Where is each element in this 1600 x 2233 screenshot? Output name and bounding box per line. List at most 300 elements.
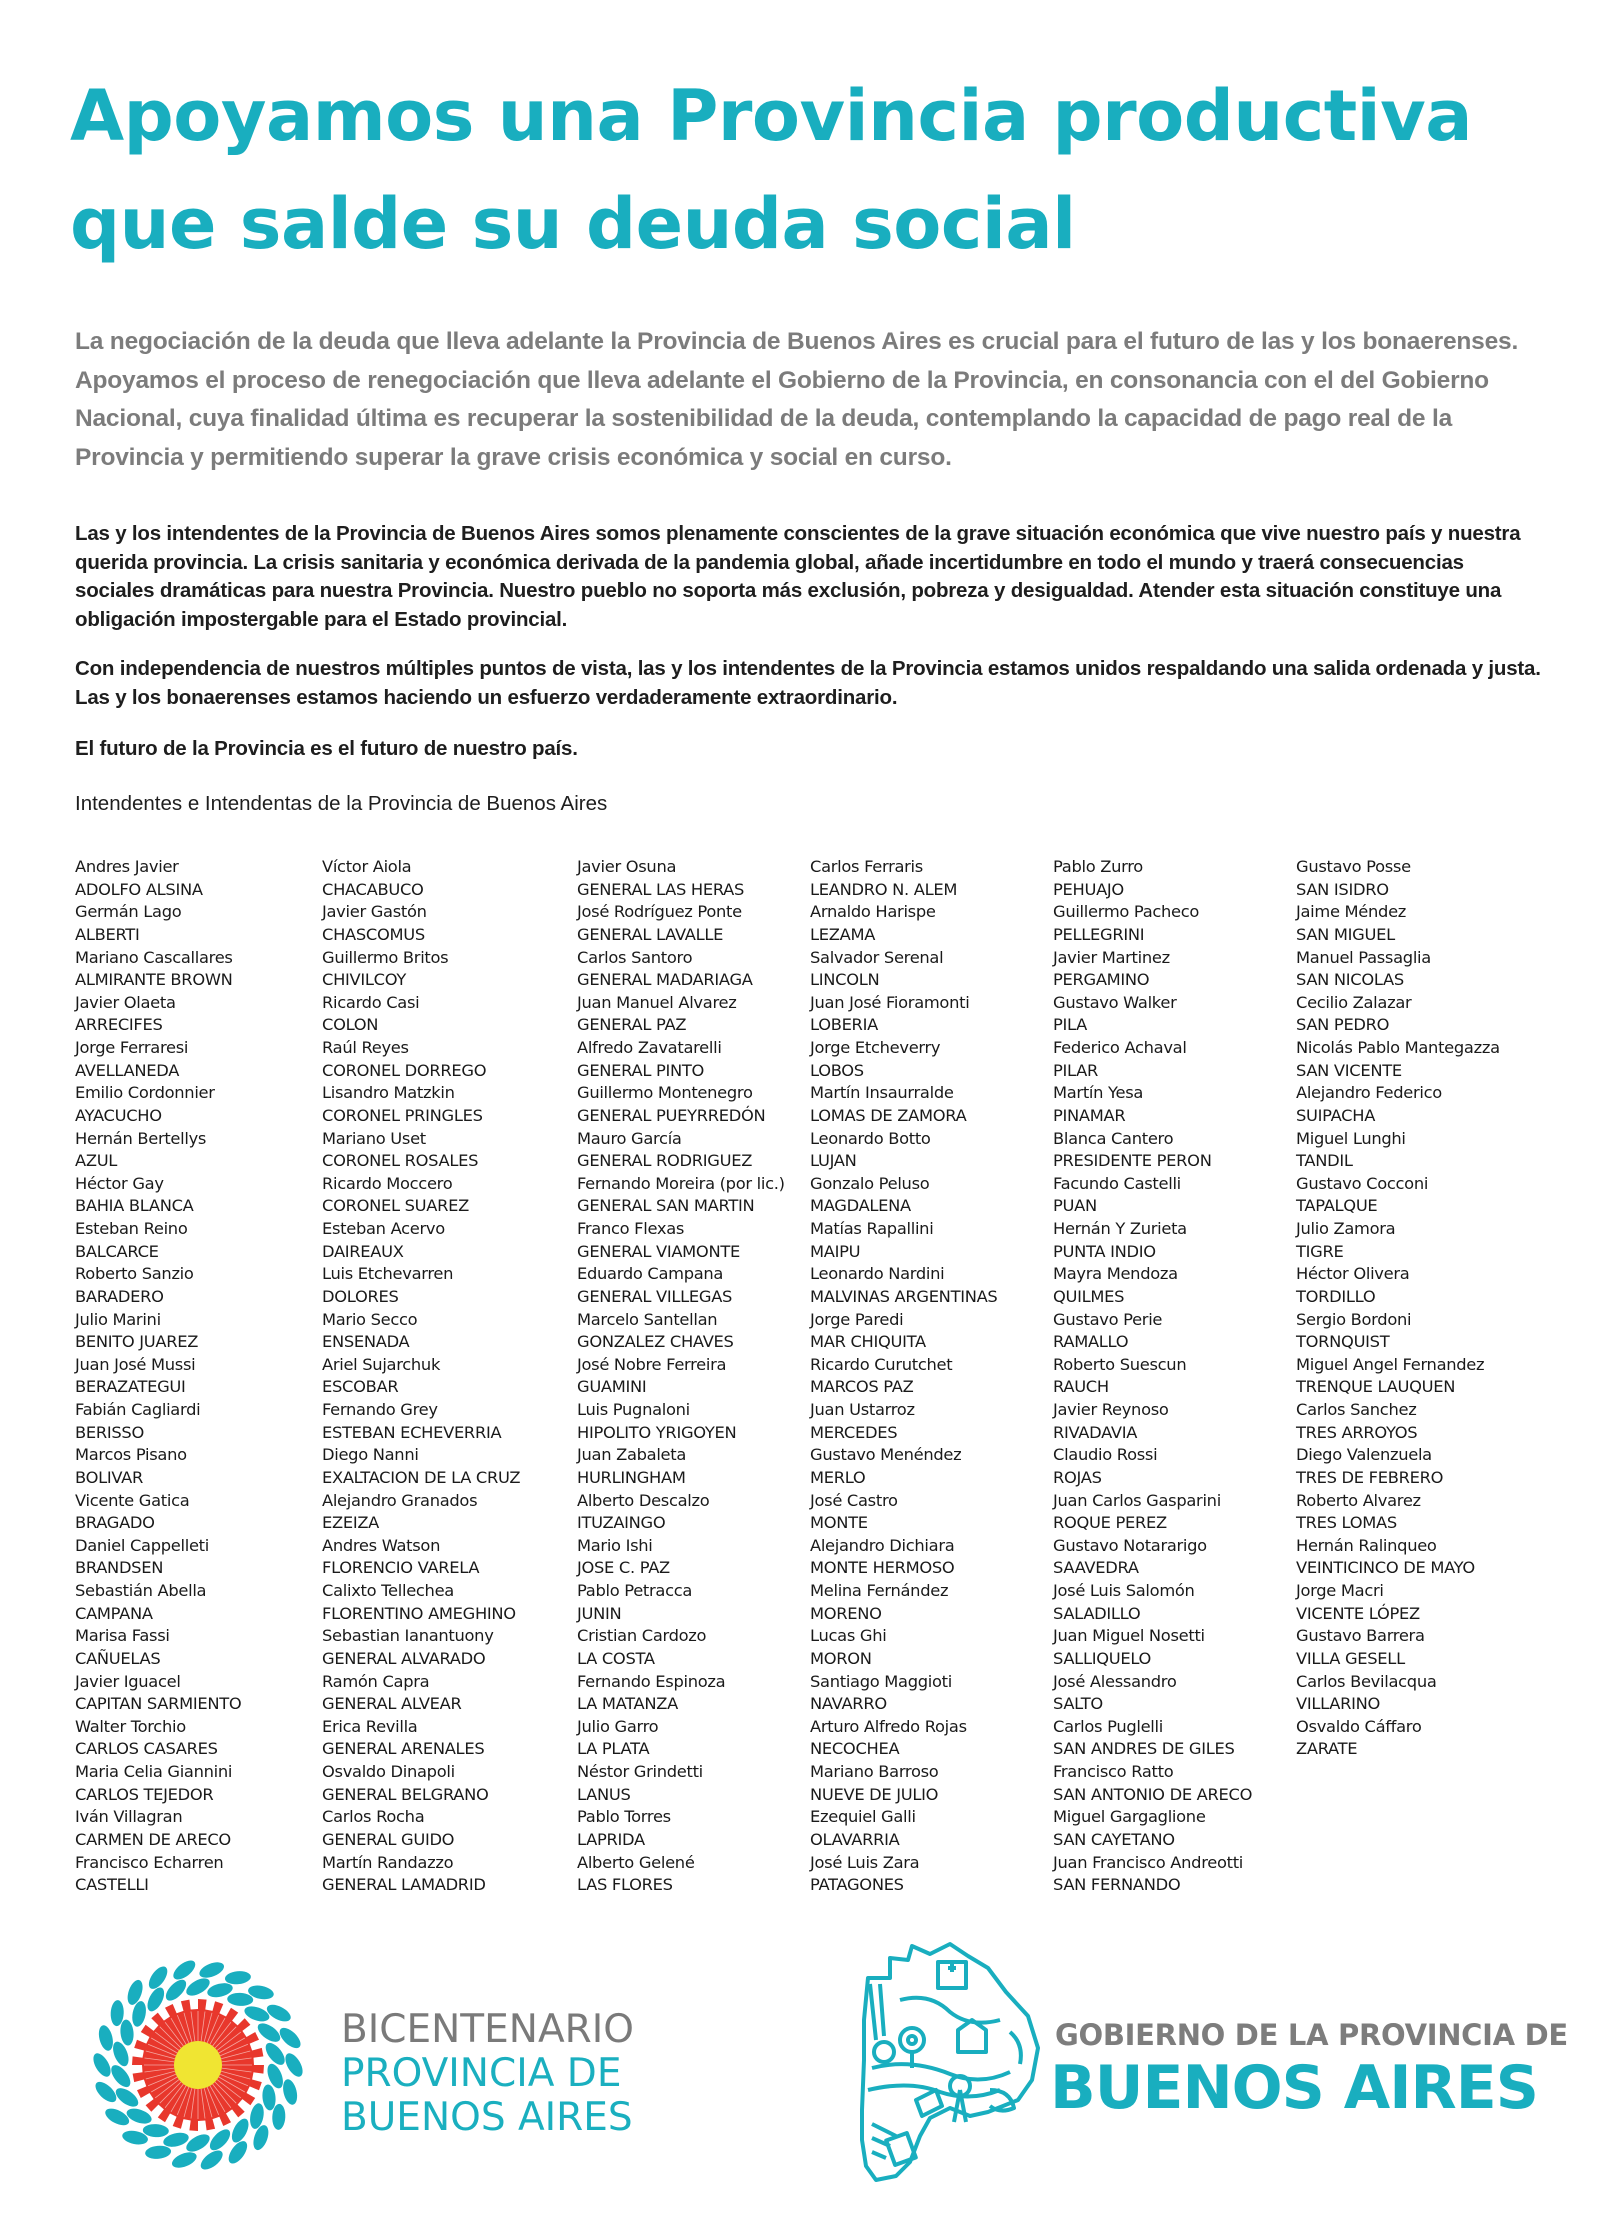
signatory-municipality: ROQUE PEREZ [1053, 1513, 1167, 1533]
signatory-municipality: PEHUAJO [1053, 879, 1124, 899]
signatory-name: Claudio Rossi [1053, 1445, 1158, 1465]
signatory-name: Diego Nanni [322, 1445, 419, 1465]
signatory-municipality: SAN ANDRES DE GILES [1053, 1739, 1235, 1759]
signatory-municipality: GENERAL GUIDO [322, 1829, 455, 1849]
signatory-name: Eduardo Campana [577, 1264, 724, 1284]
signatory-name: Emilio Cordonnier [75, 1083, 215, 1103]
signatory-name: Juan Manuel Alvarez [577, 992, 737, 1012]
signatory-municipality: SAN ANTONIO DE ARECO [1053, 1784, 1253, 1804]
emblem-leaf [170, 1957, 198, 1983]
signatory-name: Lucas Ghi [810, 1626, 887, 1646]
emblem-leaf [144, 1985, 167, 2014]
signatory-municipality: ARRECIFES [75, 1015, 163, 1035]
signatory-municipality: MORON [810, 1648, 872, 1668]
signatory-name: Vicente Gatica [75, 1490, 190, 1510]
signatory-name: Juan Ustarroz [810, 1400, 915, 1419]
signatory-name: Julio Marini [75, 1309, 161, 1329]
signatory-municipality: MONTE [810, 1513, 868, 1533]
signatory-municipality: LOBOS [810, 1060, 864, 1080]
body-paragraph-2: Con independencia de nuestros múltiples puntos de vista, las y los intendentes de la Provincia estamos unidos respaldando una salida ordenada y justa. Las y los bonaerenses estamos haciendo un esfuerzo verdaderamente extraordinario. [75, 657, 1541, 709]
signatory-municipality: ESCOBAR [322, 1377, 399, 1397]
emblem-leaf [145, 2145, 172, 2160]
signatory-name: Maria Celia Giannini [75, 1762, 233, 1781]
signatory-municipality: FLORENCIO VARELA [322, 1558, 480, 1578]
emblem-leaf [145, 1963, 171, 1992]
signatory-name: Ramón Capra [322, 1671, 430, 1691]
signatory-name: Guillermo Britos [322, 947, 449, 967]
signatory-municipality: GENERAL LAMADRID [322, 1875, 486, 1895]
title-line-2: que salde su deuda social [70, 183, 1076, 265]
signatory-name: Gustavo Barrera [1296, 1626, 1425, 1646]
signatories-list [0, 856, 1600, 1916]
signatory-municipality: CHACABUCO [322, 879, 424, 899]
signatory-municipality: CAPITAN SARMIENTO [75, 1694, 242, 1714]
bicentenario-line-2: PROVINCIA DE [341, 2051, 622, 2096]
signatory-name: Mauro García [577, 1128, 682, 1148]
signatory-name: José Luis Salomón [1053, 1581, 1195, 1600]
signatory-municipality: SUIPACHA [1296, 1105, 1376, 1125]
signatory-municipality: PUAN [1053, 1196, 1097, 1216]
signatory-name: Héctor Olivera [1296, 1264, 1410, 1284]
signatory-municipality: NECOCHEA [810, 1739, 900, 1759]
signatory-municipality: TRENQUE LAUQUEN [1296, 1377, 1456, 1397]
signatory-municipality: ENSENADA [322, 1332, 410, 1352]
signatory-municipality: HURLINGHAM [577, 1467, 686, 1487]
signatory-municipality: LUJAN [810, 1151, 857, 1171]
signatory-municipality: SAN CAYETANO [1053, 1829, 1175, 1849]
signatory-municipality: TRES DE FEBRERO [1296, 1467, 1444, 1487]
signatory-name: José Nobre Ferreira [577, 1354, 727, 1374]
signatory-municipality: FLORENTINO AMEGHINO [322, 1603, 516, 1623]
signatory-municipality: SALADILLO [1053, 1603, 1141, 1623]
signatory-name: Javier Gastón [322, 902, 427, 922]
signatory-municipality: TIGRE [1296, 1241, 1344, 1261]
signatory-name: Julio Garro [577, 1716, 659, 1736]
emblem-leaf [103, 2105, 132, 2128]
signatory-municipality: BALCARCE [75, 1241, 159, 1261]
signatory-name: Blanca Cantero [1053, 1128, 1174, 1148]
signatory-municipality: GENERAL SAN MARTIN [577, 1196, 755, 1216]
signatory-name: Ricardo Moccero [322, 1173, 453, 1193]
signatory-name: Andres Javier [75, 857, 179, 876]
emblem-leaf [162, 1976, 189, 2004]
signatory-municipality: SALLIQUELO [1053, 1648, 1152, 1668]
signatory-name: Alberto Descalzo [577, 1490, 710, 1510]
signatory-municipality: ESTEBAN ECHEVERRIA [322, 1422, 502, 1442]
signatory-municipality: BRAGADO [75, 1513, 155, 1533]
signatory-municipality: ALMIRANTE BROWN [75, 970, 233, 990]
emblem-leaf [197, 2147, 225, 2173]
signatory-name: Osvaldo Cáffaro [1296, 1716, 1422, 1736]
emblem-leaf [262, 2040, 288, 2068]
body-paragraph-3: El futuro de la Provincia es el futuro de nuestro país. [75, 737, 578, 760]
signatory-municipality: ADOLFO ALSINA [75, 879, 203, 899]
signatory-name: Martín Insaurralde [810, 1083, 954, 1103]
signatories-heading: Intendentes e Intendentas de la Provincia de Buenos Aires [75, 792, 608, 815]
signatory-name: Gustavo Posse [1296, 857, 1411, 876]
body-paragraph-1: Las y los intendentes de la Provincia de Buenos Aires somos plenamente conscientes de la grave situación económica que vive nuestro país y nuestra querida provincia. La crisis sanitaria y económica derivada de la pandemia global, añade incertidumbre en todo el mundo y traerá consecuencias sociales dramáticas para nuestra Provincia. Nuestro pueblo no soporta más exclusión, pobreza y desigualdad. Atender esta situación constituye una obligación impostergable para el Estado provincial. [75, 522, 1521, 631]
signatory-municipality: BOLIVAR [75, 1467, 144, 1487]
signatory-name: Cecilio Zalazar [1296, 992, 1412, 1012]
emblem-leaf [97, 2024, 116, 2052]
emblem-leaf [183, 2131, 212, 2155]
signatory-name: Marcelo Santellan [577, 1309, 718, 1329]
signatory-name: Alfredo Zavatarelli [577, 1038, 722, 1057]
signatory-name: Julio Zamora [1296, 1219, 1396, 1238]
signatory-name: Lisandro Matzkin [322, 1083, 455, 1103]
emblem-leaf [119, 2019, 134, 2046]
gobierno-logo [850, 1940, 1568, 2190]
signatory-name: Alejandro Dichiara [810, 1535, 955, 1555]
emblem-leaf [261, 2084, 276, 2111]
signatory-name: Miguel Lunghi [1296, 1128, 1406, 1148]
signatory-municipality: PILA [1053, 1015, 1088, 1035]
signatory-name: Juan Zabaleta [577, 1445, 687, 1465]
signatory-name: Andres Watson [322, 1535, 441, 1555]
signatory-municipality: MORENO [810, 1603, 882, 1623]
signatory-municipality: LINCOLN [810, 970, 880, 990]
signatory-municipality: BERAZATEGUI [75, 1377, 186, 1397]
signatory-municipality: CHIVILCOY [322, 970, 406, 990]
signatory-municipality: PINAMAR [1053, 1105, 1126, 1125]
signatory-name: Miguel Gargaglione [1053, 1807, 1206, 1827]
signatory-municipality: VILLARINO [1296, 1694, 1381, 1714]
signatory-name: Cristian Cardozo [577, 1626, 707, 1646]
signatory-name: Marcos Pisano [75, 1445, 187, 1465]
signatory-name: Gustavo Cocconi [1296, 1173, 1429, 1193]
signatory-municipality: BAHIA BLANCA [75, 1196, 194, 1216]
signatory-municipality: GENERAL ARENALES [322, 1739, 485, 1759]
signatory-municipality: RAUCH [1053, 1377, 1109, 1397]
signatory-name: Facundo Castelli [1053, 1173, 1181, 1193]
signatory-name: Roberto Alvarez [1296, 1490, 1421, 1510]
signatory-municipality: MALVINAS ARGENTINAS [810, 1286, 998, 1306]
signatory-municipality: TAPALQUE [1296, 1196, 1378, 1216]
signatory-municipality: GENERAL LAVALLE [577, 924, 724, 944]
signatory-municipality: CORONEL DORREGO [322, 1060, 487, 1080]
signatory-name: Ricardo Curutchet [810, 1354, 953, 1374]
signatory-name: Alejandro Federico [1296, 1083, 1442, 1103]
signatory-municipality: LOBERIA [810, 1015, 878, 1035]
signatory-name: Javier Osuna [577, 857, 677, 876]
signatory-name: Carlos Ferraris [810, 857, 923, 876]
signatory-municipality: GENERAL VIAMONTE [577, 1241, 740, 1261]
signatory-name: Ariel Sujarchuk [322, 1354, 441, 1374]
signatories-column-4 [810, 856, 997, 1897]
signatory-municipality: CHASCOMUS [322, 924, 425, 944]
signatory-municipality: NAVARRO [810, 1694, 887, 1714]
signatory-municipality: SAN PEDRO [1296, 1015, 1390, 1035]
signatory-name: Jaime Méndez [1296, 902, 1407, 922]
signatory-name: Francisco Echarren [75, 1852, 224, 1872]
sun-flower-emblem-icon [78, 1945, 318, 2185]
emblem-leaf [281, 2078, 300, 2106]
emblem-leaf [197, 1959, 226, 1981]
signatory-municipality: DOLORES [322, 1286, 399, 1306]
signatory-municipality: CARLOS TEJEDOR [75, 1784, 214, 1804]
signatory-name: José Luis Zara [810, 1852, 920, 1872]
signatory-name: Erica Revilla [322, 1716, 418, 1736]
signatory-name: Alejandro Granados [322, 1490, 478, 1510]
signatory-name: Carlos Bevilacqua [1296, 1671, 1437, 1691]
signatory-municipality: LOMAS DE ZAMORA [810, 1105, 967, 1125]
signatory-name: Walter Torchio [75, 1716, 186, 1736]
signatory-municipality: GUAMINI [577, 1377, 647, 1397]
signatory-name: Osvaldo Dinapoli [322, 1762, 455, 1781]
signatory-name: Luis Etchevarren [322, 1264, 454, 1284]
bicentenario-logo [78, 1945, 718, 2185]
emblem-leaf [108, 2062, 134, 2090]
signatory-name: Pablo Zurro [1053, 857, 1143, 876]
signatory-name: Salvador Serenal [810, 947, 944, 967]
signatory-name: Gustavo Perie [1053, 1309, 1163, 1329]
signatory-name: Sergio Bordoni [1296, 1309, 1412, 1329]
signatory-municipality: BERISSO [75, 1422, 144, 1442]
signatories-column-1 [75, 856, 241, 1897]
signatory-municipality: GENERAL VILLEGAS [577, 1286, 733, 1306]
signatory-name: Mariano Uset [322, 1128, 426, 1148]
signatory-municipality: MARCOS PAZ [810, 1377, 914, 1397]
signatory-municipality: SAN FERNANDO [1053, 1875, 1181, 1895]
signatory-municipality: PELLEGRINI [1053, 924, 1145, 944]
signatory-name: Mario Secco [322, 1309, 418, 1329]
signatory-municipality: SAN ISIDRO [1296, 879, 1389, 899]
signatory-municipality: MONTE HERMOSO [810, 1558, 955, 1578]
signatory-municipality: MAIPU [810, 1241, 861, 1261]
signatory-name: Luis Pugnaloni [577, 1400, 690, 1419]
signatory-municipality: NUEVE DE JULIO [810, 1784, 939, 1804]
signatory-municipality: PRESIDENTE PERON [1053, 1151, 1212, 1171]
signatory-municipality: LA MATANZA [577, 1694, 678, 1714]
signatory-municipality: JUNIN [577, 1603, 622, 1623]
signatory-name: Carlos Sanchez [1296, 1400, 1417, 1419]
signatory-name: Mariano Cascallares [75, 947, 233, 967]
emblem-sun [174, 2041, 222, 2089]
signatory-municipality: BARADERO [75, 1286, 164, 1306]
signatory-name: Nicolás Pablo Mantegazza [1296, 1038, 1500, 1057]
emblem-leaf [110, 2000, 124, 2027]
emblem-leaf [224, 1970, 251, 1985]
signatory-municipality: GENERAL PAZ [577, 1015, 687, 1035]
emblem-leaf [225, 2138, 251, 2167]
signatory-municipality: GENERAL ALVEAR [322, 1694, 462, 1714]
signatory-municipality: GENERAL PINTO [577, 1060, 705, 1080]
signatory-municipality: ROJAS [1053, 1467, 1102, 1487]
signatory-municipality: BRANDSEN [75, 1558, 164, 1578]
signatory-municipality: MERCEDES [810, 1422, 898, 1442]
signatory-municipality: VILLA GESELL [1296, 1648, 1405, 1668]
signatory-name: Mario Ishi [577, 1535, 653, 1555]
signatory-municipality: VICENTE LÓPEZ [1296, 1603, 1420, 1623]
signatory-municipality: LA PLATA [577, 1739, 650, 1759]
signatory-municipality: AYACUCHO [75, 1105, 162, 1125]
signatory-name: Juan Francisco Andreotti [1053, 1852, 1244, 1872]
signatory-municipality: SALTO [1053, 1694, 1103, 1714]
emblem-leaf [92, 2078, 120, 2105]
signatory-municipality: MAGDALENA [810, 1196, 911, 1216]
emblem-leaf [90, 2050, 114, 2079]
signatory-municipality: TRES LOMAS [1296, 1513, 1397, 1533]
signatory-municipality: TANDIL [1296, 1151, 1353, 1171]
signatory-municipality: GENERAL MADARIAGA [577, 970, 753, 990]
signatory-name: Matías Rapallini [810, 1219, 934, 1238]
signatory-municipality: GENERAL ALVARADO [322, 1648, 486, 1668]
signatory-municipality: OLAVARRIA [810, 1829, 900, 1849]
signatory-municipality: PUNTA INDIO [1053, 1241, 1156, 1261]
signatory-municipality: TRES ARROYOS [1296, 1422, 1418, 1442]
signatory-municipality: GENERAL RODRIGUEZ [577, 1151, 753, 1171]
signatory-municipality: GENERAL BELGRANO [322, 1784, 489, 1804]
signatory-municipality: CORONEL SUAREZ [322, 1196, 469, 1216]
bicentenario-line-1: BICENTENARIO [341, 2007, 634, 2052]
signatory-municipality: PILAR [1053, 1060, 1099, 1080]
signatory-name: Hernán Bertellys [75, 1128, 207, 1148]
signatory-municipality: GENERAL LAS HERAS [577, 879, 745, 899]
signatory-name: José Castro [810, 1490, 898, 1510]
signatory-name: Javier Olaeta [75, 992, 176, 1012]
emblem-leaf [255, 2020, 284, 2046]
signatory-name: Gustavo Menéndez [810, 1445, 962, 1465]
signatory-name: Martín Randazzo [322, 1852, 454, 1872]
signatory-municipality: AVELLANEDA [75, 1060, 180, 1080]
signatory-municipality: PERGAMINO [1053, 970, 1150, 990]
signatory-name: Jorge Etcheverry [810, 1038, 941, 1057]
signatory-name: Marisa Fassi [75, 1626, 170, 1646]
signatory-name: Miguel Angel Fernandez [1296, 1354, 1485, 1374]
signatories-column-3 [577, 856, 785, 1897]
signatory-municipality: ITUZAINGO [577, 1513, 666, 1533]
title-line-1: Apoyamos una Provincia productiva [70, 75, 1473, 157]
signatory-name: Guillermo Montenegro [577, 1083, 753, 1103]
signatories-column-6 [1296, 856, 1500, 1761]
signatory-municipality: SAN VICENTE [1296, 1060, 1402, 1080]
signatory-name: Javier Martinez [1053, 947, 1170, 967]
signatory-name: José Alessandro [1053, 1671, 1177, 1691]
signatories-column-2 [322, 856, 520, 1897]
signatory-municipality: BENITO JUAREZ [75, 1332, 199, 1352]
signatory-name: Raúl Reyes [322, 1038, 409, 1057]
emblem-leaf [206, 2126, 233, 2154]
signatory-name: Guillermo Pacheco [1053, 902, 1200, 922]
signatory-name: Franco Flexas [577, 1219, 685, 1238]
emblem-leaf [272, 2104, 286, 2131]
signatory-name: Fabián Cagliardi [75, 1400, 201, 1419]
signatory-municipality: MAR CHIQUITA [810, 1332, 926, 1352]
signatory-name: Federico Achaval [1053, 1038, 1187, 1057]
signatory-name: Fernando Espinoza [577, 1671, 726, 1691]
signatory-municipality: COLON [322, 1015, 379, 1035]
signatory-name: Gustavo Notararigo [1053, 1535, 1207, 1555]
signatory-name: Juan Miguel Nosetti [1053, 1626, 1205, 1646]
signatory-municipality: CAMPANA [75, 1603, 153, 1623]
gobierno-line-1: GOBIERNO DE LA PROVINCIA DE [1055, 2018, 1568, 2052]
signatory-name: Germán Lago [75, 902, 182, 922]
signatory-municipality: CORONEL PRINGLES [322, 1105, 483, 1125]
signatory-name: Néstor Grindetti [577, 1762, 703, 1781]
signatory-name: Manuel Passaglia [1296, 947, 1431, 967]
signatory-name: Melina Fernández [810, 1581, 949, 1600]
signatories-column-5 [1053, 856, 1252, 1897]
emblem-leaf [113, 2085, 142, 2111]
signatory-name: Jorge Ferraresi [75, 1038, 189, 1057]
signatory-name: Leonardo Botto [810, 1128, 931, 1148]
signatory-name: Arturo Alfredo Rojas [810, 1716, 967, 1736]
signatory-name: Francisco Ratto [1053, 1762, 1174, 1781]
bicentenario-line-3: BUENOS AIRES [341, 2095, 633, 2140]
signatory-municipality: LAS FLORES [577, 1875, 673, 1895]
signatory-name: Pablo Petracca [577, 1581, 693, 1600]
signatory-municipality: RAMALLO [1053, 1332, 1129, 1352]
signatory-municipality: GENERAL PUEYRREDÓN [577, 1105, 766, 1125]
signatory-municipality: CORONEL ROSALES [322, 1151, 479, 1171]
signatory-name: Fernando Grey [322, 1400, 438, 1419]
signatory-municipality: SAN NICOLAS [1296, 970, 1404, 990]
signatory-name: Héctor Gay [75, 1173, 164, 1193]
signatory-name: Roberto Suescun [1053, 1354, 1187, 1374]
signatory-name: Juan Carlos Gasparini [1053, 1490, 1221, 1510]
signatory-municipality: LAPRIDA [577, 1829, 645, 1849]
emblem-leaf [228, 2116, 251, 2145]
signatory-municipality: TORNQUIST [1296, 1332, 1390, 1352]
signatory-name: Mariano Barroso [810, 1762, 939, 1781]
signatory-municipality: QUILMES [1053, 1286, 1125, 1306]
signatory-name: Mayra Mendoza [1053, 1264, 1178, 1284]
signatory-name: Sebastian Ianantuony [322, 1626, 494, 1646]
signatory-name: Jorge Paredi [810, 1309, 904, 1329]
signatory-name: Jorge Macri [1296, 1581, 1384, 1600]
signatory-name: Javier Reynoso [1053, 1400, 1169, 1419]
signatory-name: Arnaldo Harispe [810, 902, 936, 922]
signatory-municipality: LEANDRO N. ALEM [810, 879, 958, 899]
signatory-municipality: PATAGONES [810, 1875, 904, 1895]
signatory-name: Hernán Ralinqueo [1296, 1535, 1437, 1555]
signatory-name: Pablo Torres [577, 1807, 671, 1827]
signatory-municipality: HIPOLITO YRIGOYEN [577, 1422, 737, 1442]
signatory-municipality: ALBERTI [75, 924, 140, 944]
signatory-name: Ricardo Casi [322, 992, 420, 1012]
signatory-municipality: CARMEN DE ARECO [75, 1829, 231, 1849]
signatory-municipality: SAN MIGUEL [1296, 924, 1395, 944]
signatory-name: Carlos Rocha [322, 1807, 425, 1827]
emblem-leaf [143, 2123, 170, 2137]
emblem-leaf [276, 2024, 304, 2051]
signatory-name: Alberto Gelené [577, 1852, 695, 1872]
signatory-name: Juan José Fioramonti [810, 992, 970, 1012]
signatory-municipality: MERLO [810, 1467, 866, 1487]
signatory-municipality: TORDILLO [1296, 1286, 1376, 1306]
signatory-name: Javier Iguacel [75, 1671, 181, 1691]
signatory-municipality: EXALTACION DE LA CRUZ [322, 1467, 521, 1487]
signatory-name: Esteban Reino [75, 1219, 188, 1238]
emblem-leaf [183, 1975, 212, 1999]
gobierno-line-2: BUENOS AIRES [1050, 2053, 1538, 2123]
signatory-municipality: LA COSTA [577, 1648, 655, 1668]
signatory-name: Santiago Maggioti [810, 1671, 952, 1691]
province-map-icon [850, 1940, 1050, 2190]
signatory-name: Martín Yesa [1053, 1083, 1144, 1103]
signatory-municipality: VEINTICINCO DE MAYO [1296, 1558, 1475, 1578]
signatory-municipality: LEZAMA [810, 924, 876, 944]
signatory-name: Iván Villagran [75, 1807, 183, 1827]
signatory-name: Gonzalo Peluso [810, 1173, 930, 1193]
lead-paragraph: La negociación de la deuda que lleva adelante la Provincia de Buenos Aires es crucial para el futuro de las y los bonaerenses. Apoyamos el proceso de renegociación que lleva adelante el Gobierno de la Provincia, en consonancia con el del Gobierno Nacional, cuya finalidad última es recuperar la sostenibilidad de la deuda, contemplando la capacidad de pago real de la Provincia y permitiendo superar la grave crisis económica y social en curso. [75, 328, 1519, 471]
signatory-municipality: CARLOS CASARES [75, 1739, 218, 1759]
signatory-name: Carlos Santoro [577, 947, 693, 967]
signatory-name: Roberto Sanzio [75, 1264, 194, 1284]
signatory-municipality: SAAVEDRA [1053, 1558, 1139, 1578]
signatory-name: Ezequiel Galli [810, 1807, 916, 1827]
signatory-name: Daniel Cappelleti [75, 1535, 209, 1555]
